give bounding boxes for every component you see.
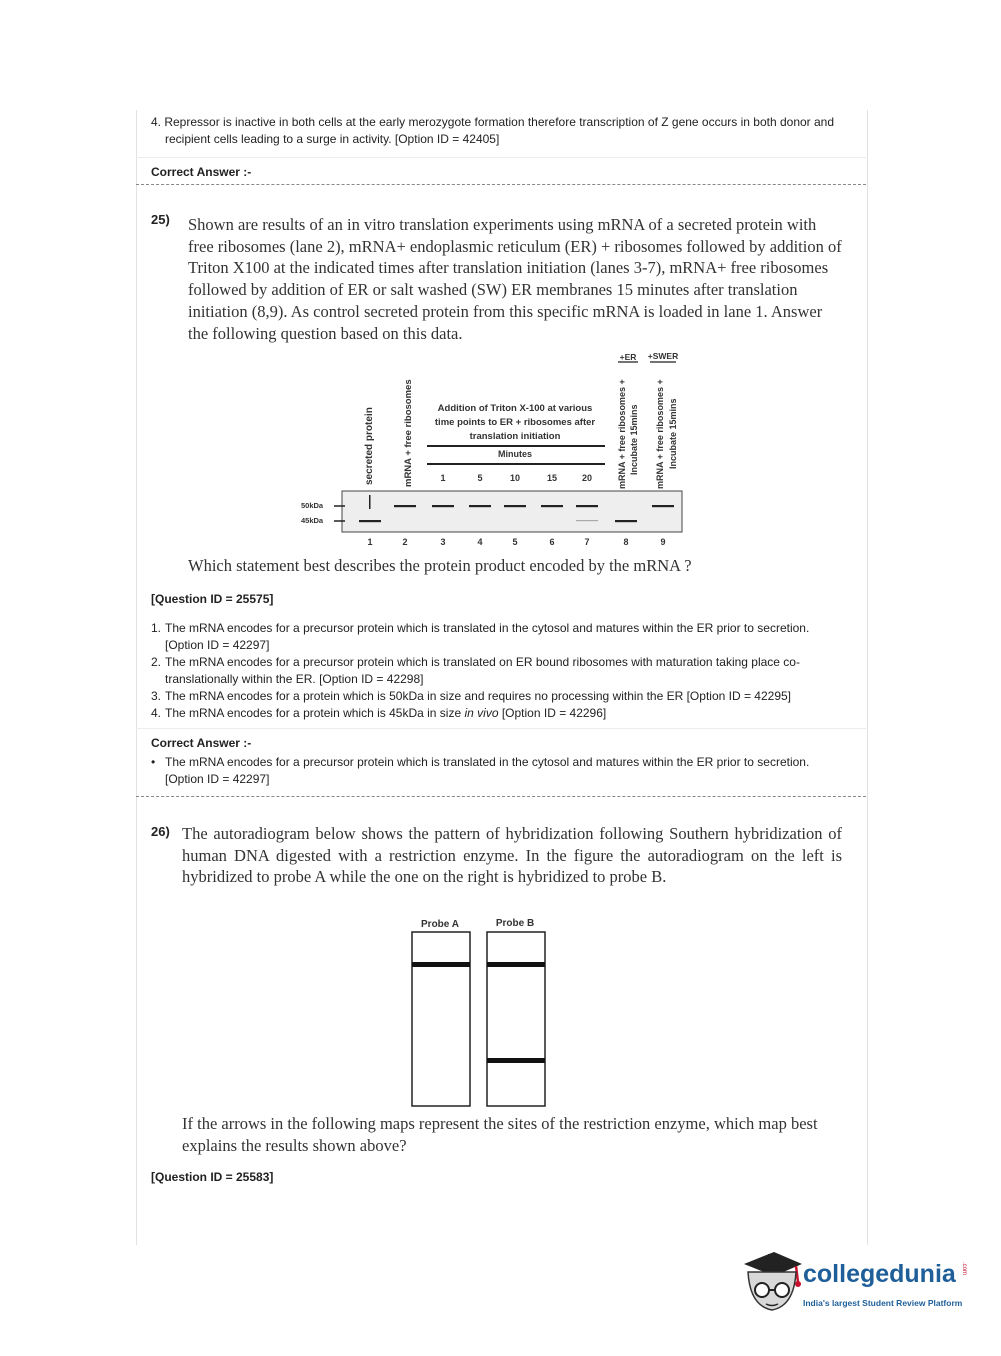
autoradiogram-figure <box>405 912 555 1112</box>
correct-answer: • The mRNA encodes for a precursor protein which is translated in the cytosol and matures within the ER prior to secretion. [Option ID = 42297] <box>151 755 810 786</box>
dashed-divider <box>136 796 866 797</box>
gel-figure <box>290 345 700 550</box>
lane9-label-a: mRNA + free ribosomes + <box>655 379 665 489</box>
minute-label: 1 <box>440 473 446 483</box>
probe-b-label: Probe B <box>495 918 535 929</box>
triton-caption-line3: translation initiation <box>469 431 561 442</box>
lane-number: 2 <box>402 537 408 547</box>
lane-number: 1 <box>367 537 373 547</box>
gel-band <box>359 520 381 522</box>
triton-caption-line2: time points to ER + ribosomes after <box>434 417 596 428</box>
bullet-icon: • <box>151 755 156 769</box>
collegedunia-logo <box>740 1246 980 1321</box>
lane-number: 3 <box>440 537 446 547</box>
marker-50kda: 50kDa <box>301 501 324 510</box>
probe-a-band <box>412 962 470 967</box>
lane-number: 6 <box>549 537 555 547</box>
lane-number: 9 <box>660 537 666 547</box>
gel-band <box>432 505 454 507</box>
correct-answer-label: Correct Answer :- <box>151 165 252 179</box>
lane-numbers <box>367 537 665 547</box>
gel-band <box>652 505 674 507</box>
probe-a-label: Probe A <box>421 919 459 930</box>
lane-number: 4 <box>477 537 483 547</box>
option-3: 3. The mRNA encodes for a protein which is 50kDa in size and requires no processing within the ER [Option ID = 42295] <box>151 689 791 703</box>
options-list <box>151 620 851 722</box>
question-text: Shown are results of an in vitro translation experiments using mRNA of a secreted protein with free ribosomes (lane 2), mRNA+ endoplasmic reticulum (ER) + ribosomes followed by addition of Triton X100 at the indicated times after translation initiation (lanes 3-7), mRNA+ free ribosomes followed by addition of ER or salt washed (SW) ER membranes 15 minutes after translation initiation (8,9). As control secreted protein from this specific mRNA is loaded in lane 1. Answer the following question based on this data. <box>188 215 842 343</box>
correct-answer-label: Correct Answer :- <box>151 736 252 750</box>
minute-labels <box>440 473 592 483</box>
logo-suffix: .com <box>961 1262 967 1276</box>
option-2: 2. The mRNA encodes for a precursor protein which is translated on ER bound ribosomes with maturation taking place co-translationally within the ER. [Option ID = 42298] <box>151 655 800 686</box>
gel-band <box>469 505 491 507</box>
lane8-label-a: mRNA + free ribosomes + <box>617 379 627 489</box>
question-prompt: Which statement best describes the protein product encoded by the mRNA ? <box>188 556 692 575</box>
gel-band <box>576 505 598 507</box>
gel-band <box>615 520 637 522</box>
probe-b-band-upper <box>487 962 545 967</box>
separator <box>136 157 866 158</box>
logo-name: collegedunia <box>803 1260 956 1288</box>
question-id: [Question ID = 25583] <box>151 1170 274 1184</box>
lane1-label: secreted protein <box>364 407 375 485</box>
marker-45kda: 45kDa <box>301 516 324 525</box>
probe-b-strip <box>487 932 545 1106</box>
gel-band <box>541 505 563 507</box>
gel-band <box>394 505 416 507</box>
mascot-icon <box>740 1246 802 1318</box>
question-number: 26) <box>151 824 170 839</box>
lane9-label-b: Incubate 15mins <box>668 398 678 469</box>
option-1: 1. The mRNA encodes for a precursor protein which is translated in the cytosol and matures within the ER prior to secretion. [Option ID = 42297] <box>151 621 810 652</box>
lane-number: 7 <box>584 537 590 547</box>
gel-box <box>342 491 682 532</box>
lane9-top-label: +SWER <box>647 351 679 361</box>
lane-number: 8 <box>623 537 629 547</box>
minute-label: 5 <box>477 473 483 483</box>
lane8-top-label: +ER <box>619 352 637 362</box>
gel-band-faint <box>576 520 598 521</box>
gel-band <box>504 505 526 507</box>
question-prompt: If the arrows in the following maps represent the sites of the restriction enzyme, which map best explains the results shown above? <box>182 1114 818 1155</box>
minute-label: 15 <box>546 473 558 483</box>
probe-a-strip <box>412 932 470 1106</box>
minute-label: 10 <box>509 473 521 483</box>
question-id: [Question ID = 25575] <box>151 592 274 606</box>
lane8-label-b: Incubate 15mins <box>629 404 639 475</box>
lane-number: 5 <box>512 537 518 547</box>
minutes-label: Minutes <box>497 449 533 459</box>
question-text: The autoradiogram below shows the pattern of hybridization following Southern hybridization of human DNA digested with a restriction enzyme. In the figure the autoradiogram on the left is hybridized to probe A while the one on the right is hybridized to probe B. <box>182 824 842 887</box>
probe-b-band-lower <box>487 1058 545 1063</box>
option-4: 4. The mRNA encodes for a protein which is 45kDa in size in vivo [Option ID = 42296] <box>151 706 607 720</box>
minute-label: 20 <box>581 473 593 483</box>
triton-caption-line1: Addition of Triton X-100 at various <box>437 403 593 414</box>
dashed-divider <box>136 184 866 185</box>
gel-well-mark <box>369 495 371 509</box>
logo-tagline: India's largest Student Review Platform <box>803 1298 963 1308</box>
lane2-label: mRNA + free ribosomes <box>403 379 414 487</box>
previous-option-4: 4. Repressor is inactive in both cells at the early merozygote formation therefore transcription of Z gene occurs in both donor and recipient cells leading to a surge in activity. [Option ID = 42405] <box>151 115 835 146</box>
separator <box>136 728 866 729</box>
question-number: 25) <box>151 212 170 227</box>
